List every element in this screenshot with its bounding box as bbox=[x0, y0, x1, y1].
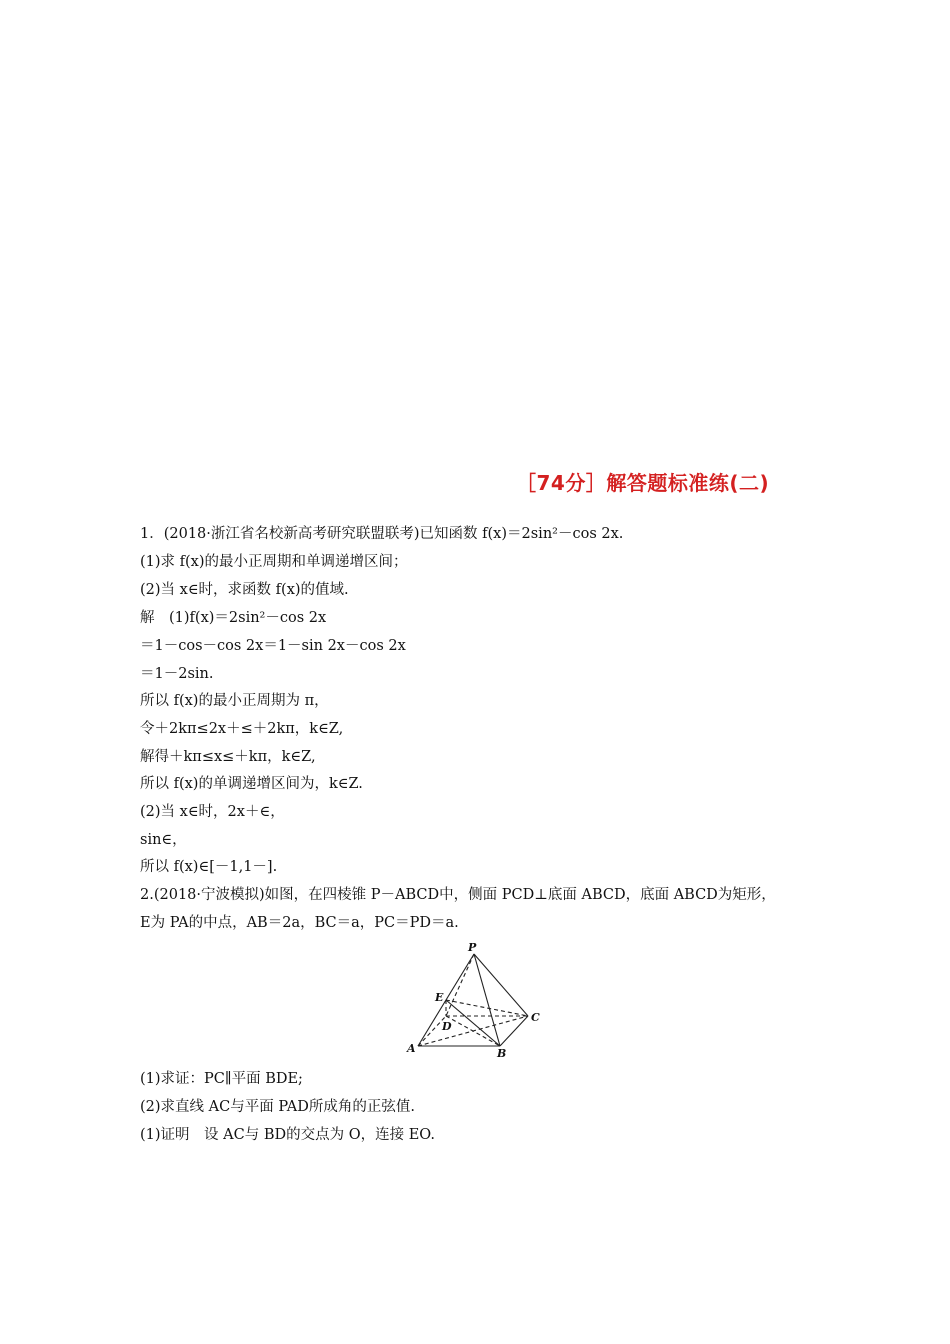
problem-2-part-1: (1)求证：PC∥平面 BDE; bbox=[140, 1071, 303, 1087]
label-a: A bbox=[407, 1042, 416, 1055]
solution-line-4: 所以 f(x)的最小正周期为 π， bbox=[140, 693, 329, 709]
solution-line-6: 解得＋kπ≤x≤＋kπ，k∈Z, bbox=[140, 749, 316, 765]
solution-line-10: 所以 f(x)∈[－1,1－]. bbox=[140, 859, 278, 875]
label-e: E bbox=[435, 991, 444, 1004]
solution-line-7: 所以 f(x)的单调递增区间为，k∈Z. bbox=[140, 776, 363, 792]
solution-line-3: ＝1－2sin. bbox=[140, 666, 214, 682]
section-title: ［74分］解答题标准练(二) bbox=[516, 471, 770, 495]
solution-line-1: 解 (1)f(x)＝2sin²－cos 2x bbox=[140, 610, 327, 626]
solution-line-5: 令＋2kπ≤2x＋≤＋2kπ，k∈Z, bbox=[140, 721, 344, 737]
problem-1-part-1: (1)求 f(x)的最小正周期和单调递增区间； bbox=[140, 554, 408, 570]
solution-line-8: (2)当 x∈时，2x＋∈， bbox=[140, 804, 285, 820]
label-p: P bbox=[468, 941, 477, 954]
label-d: D bbox=[442, 1020, 452, 1033]
label-b: B bbox=[497, 1047, 507, 1060]
pyramid-figure bbox=[404, 940, 550, 1060]
label-c: C bbox=[531, 1011, 540, 1024]
problem-1-part-2: (2)当 x∈时，求函数 f(x)的值域. bbox=[140, 582, 349, 598]
proof-line-1: (1)证明 设 AC与 BD的交点为 O，连接 EO. bbox=[140, 1127, 435, 1143]
solution-line-9: sin∈， bbox=[140, 832, 187, 848]
solution-line-2: ＝1－cos－cos 2x＝1－sin 2x－cos 2x bbox=[140, 638, 406, 654]
problem-2-statement: 2.(2018·宁波模拟)如图，在四棱锥 P－ABCD中，侧面 PCD⊥底面 ABCD，底面 ABCD为矩形， bbox=[140, 887, 776, 903]
problem-2-statement-cont: E为 PA的中点，AB＝2a，BC＝a，PC＝PD＝a. bbox=[140, 915, 459, 931]
problem-2-part-2: (2)求直线 AC与平面 PAD所成角的正弦值. bbox=[140, 1099, 415, 1115]
problem-1-statement: 1．(2018·浙江省名校新高考研究联盟联考)已知函数 f(x)＝2sin²－cos 2x. bbox=[140, 526, 624, 542]
